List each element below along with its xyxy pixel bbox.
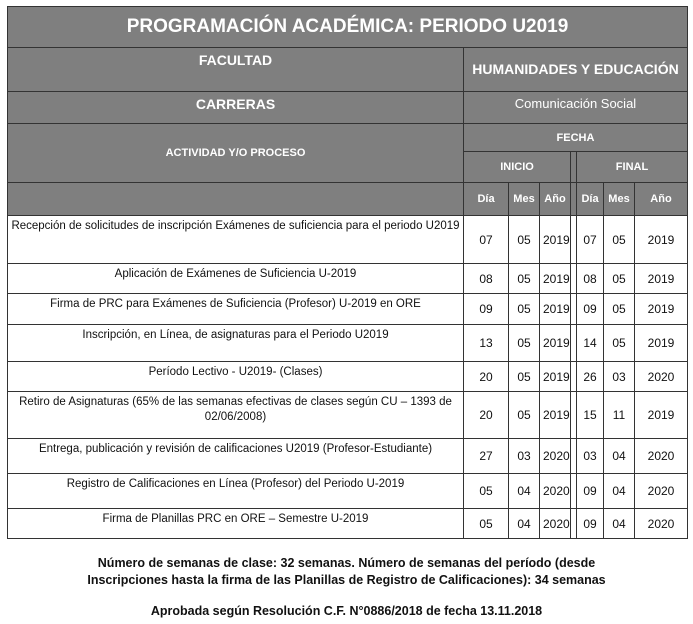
end-day: 08 — [577, 264, 604, 294]
table-row — [8, 362, 688, 392]
start-month: 05 — [509, 216, 540, 264]
end-year: 2019 — [635, 216, 688, 264]
end-year: 2019 — [635, 392, 688, 439]
activity-cell: Aplicación de Exámenes de Suficiencia U-2019 — [8, 264, 464, 294]
table-row — [8, 216, 688, 264]
end-day: 09 — [577, 509, 604, 539]
start-day: 27 — [464, 439, 509, 474]
start-year: 2019 — [540, 216, 571, 264]
table-row — [8, 294, 688, 325]
start-month: 05 — [509, 392, 540, 439]
start-month: 05 — [509, 264, 540, 294]
start-year: 2019 — [540, 264, 571, 294]
table-row — [8, 439, 688, 474]
start-year: 2020 — [540, 474, 571, 509]
start-year: 2019 — [540, 325, 571, 362]
activity-cell: Entrega, publicación y revisión de calificaciones U2019 (Profesor-Estudiante) — [8, 439, 464, 474]
approval-note: Aprobada según Resolución C.F. N°0886/2018 de fecha 13.11.2018 — [150, 604, 543, 618]
start-day-header: Día — [464, 183, 509, 216]
end-month-header: Mes — [604, 183, 635, 216]
end-day: 09 — [577, 294, 604, 325]
end-month: 05 — [604, 325, 635, 362]
table-row — [8, 325, 688, 362]
activity-cell: Recepción de solicitudes de inscripción Exámenes de suficiencia para el periodo U2019 — [8, 216, 464, 264]
start-month-header: Mes — [509, 183, 540, 216]
carreras-row — [8, 92, 688, 124]
end-year: 2019 — [635, 325, 688, 362]
end-month: 04 — [604, 439, 635, 474]
end-month: 11 — [604, 392, 635, 439]
end-day: 26 — [577, 362, 604, 392]
start-year-header: Año — [540, 183, 571, 216]
end-year: 2019 — [635, 264, 688, 294]
start-month: 05 — [509, 325, 540, 362]
start-month: 03 — [509, 439, 540, 474]
facultad-row — [8, 48, 688, 92]
end-day: 09 — [577, 474, 604, 509]
inicio-header: INICIO — [464, 152, 571, 183]
table-row — [8, 392, 688, 439]
fecha-header: FECHA — [464, 124, 688, 152]
activity-cell: Período Lectivo - U2019- (Clases) — [8, 362, 464, 392]
start-year: 2019 — [540, 294, 571, 325]
date-subheader-row — [8, 183, 688, 216]
start-day: 20 — [464, 392, 509, 439]
end-day-header: Día — [577, 183, 604, 216]
end-month: 05 — [604, 264, 635, 294]
end-year: 2020 — [635, 509, 688, 539]
table-row — [8, 474, 688, 509]
end-year: 2020 — [635, 439, 688, 474]
start-year: 2019 — [540, 392, 571, 439]
table-row — [8, 509, 688, 539]
activity-cell: Registro de Calificaciones en Línea (Profesor) del Periodo U-2019 — [8, 474, 464, 509]
end-year-header: Año — [635, 183, 688, 216]
final-header: FINAL — [577, 152, 688, 183]
page-title: PROGRAMACIÓN ACADÉMICA: PERIODO U2019 — [8, 7, 688, 48]
end-month: 03 — [604, 362, 635, 392]
weeks-note — [0, 555, 693, 589]
end-day: 03 — [577, 439, 604, 474]
start-day: 13 — [464, 325, 509, 362]
facultad-value: HUMANIDADES Y EDUCACIÓN — [464, 48, 688, 92]
start-month: 05 — [509, 294, 540, 325]
start-month: 04 — [509, 509, 540, 539]
end-month: 05 — [604, 216, 635, 264]
end-year: 2020 — [635, 362, 688, 392]
end-month: 04 — [604, 474, 635, 509]
start-year: 2019 — [540, 362, 571, 392]
end-year: 2020 — [635, 474, 688, 509]
start-day: 07 — [464, 216, 509, 264]
end-month: 04 — [604, 509, 635, 539]
end-year: 2019 — [635, 294, 688, 325]
end-day: 14 — [577, 325, 604, 362]
end-month: 05 — [604, 294, 635, 325]
activity-cell: Firma de PRC para Exámenes de Suficiencia (Profesor) U-2019 en ORE — [8, 294, 464, 325]
activity-cell: Inscripción, en Línea, de asignaturas para el Periodo U2019 — [8, 325, 464, 362]
activity-header: ACTIVIDAD Y/O PROCESO — [8, 124, 464, 183]
schedule-table — [7, 6, 688, 539]
start-day: 05 — [464, 509, 509, 539]
start-day: 05 — [464, 474, 509, 509]
weeks-note-line-2: Inscripciones hasta la firma de las Planillas de Registro de Calificaciones): 34 semanas — [87, 573, 606, 587]
end-day: 15 — [577, 392, 604, 439]
end-day: 07 — [577, 216, 604, 264]
start-day: 20 — [464, 362, 509, 392]
weeks-note-line-1: Número de semanas de clase: 32 semanas. Número de semanas del período (desde — [97, 556, 596, 570]
start-month: 04 — [509, 474, 540, 509]
title-row — [8, 7, 688, 48]
carreras-label: CARRERAS — [8, 92, 464, 124]
activity-subheader-blank — [8, 183, 464, 216]
carreras-value: Comunicación Social — [464, 92, 688, 124]
start-year: 2020 — [540, 439, 571, 474]
activity-cell: Firma de Planillas PRC en ORE – Semestre U-2019 — [8, 509, 464, 539]
start-day: 08 — [464, 264, 509, 294]
start-day: 09 — [464, 294, 509, 325]
facultad-label: FACULTAD — [8, 48, 464, 92]
start-month: 05 — [509, 362, 540, 392]
start-year: 2020 — [540, 509, 571, 539]
activity-cell: Retiro de Asignaturas (65% de las semanas efectivas de clases según CU – 1393 de 02/06/2008) — [8, 392, 464, 439]
fecha-row — [8, 124, 688, 152]
table-row — [8, 264, 688, 294]
